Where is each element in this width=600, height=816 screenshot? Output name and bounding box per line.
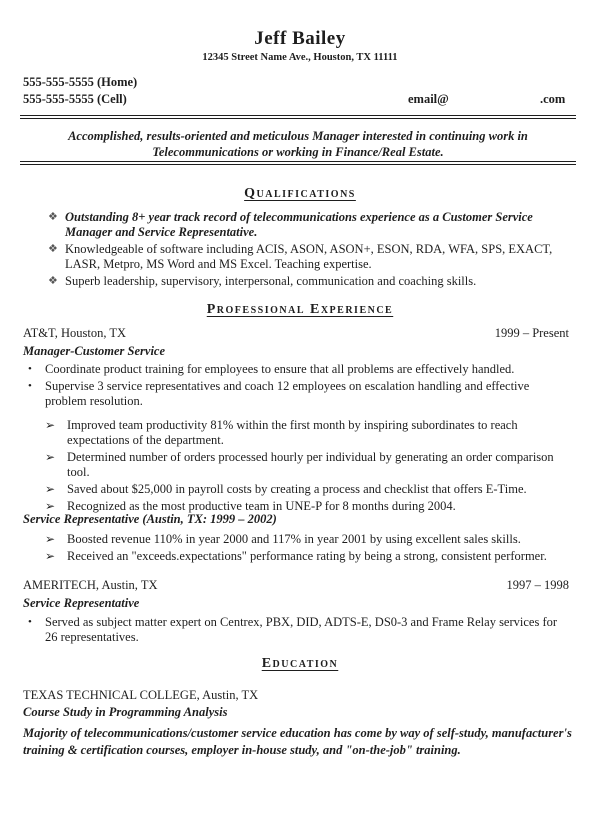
employer-att: AT&T, Houston, TX: [23, 326, 127, 340]
dot-bullet-icon: •: [28, 363, 32, 375]
qualifications-list: [48, 210, 570, 291]
austin-achievements: [45, 532, 567, 566]
arrow-bullet-icon: ➢: [45, 450, 56, 464]
arrow-bullet-icon: ➢: [45, 532, 56, 546]
course-study: Course Study in Programming Analysis: [23, 705, 228, 719]
list-item: • Served as subject matter expert on Centrex, PBX, DID, ADTS-E, DS0-3 and Frame Relay services for 26 representatives.: [28, 615, 558, 644]
street-address: 12345 Street Name Ave., Houston, TX 11111: [202, 52, 398, 63]
list-item: ❖ Superb leadership, supervisory, interpersonal, communication and coaching skills.: [48, 274, 477, 288]
section-title-education: Education: [261, 656, 339, 671]
dates-ameritech: 1997 – 1998: [506, 578, 569, 592]
objective-divider: [20, 161, 576, 165]
role-manager-customer-service: Manager-Customer Service: [23, 344, 166, 358]
list-item: • Supervise 3 service representatives and coach 12 employees on escalation handling and effective problem resolution.: [28, 379, 530, 408]
arrow-bullet-icon: ➢: [45, 499, 56, 513]
list-item: ➢ Boosted revenue 110% in year 2000 and 117% in year 2001 by using excellent sales skills.: [45, 532, 521, 546]
section-title-qualifications: Qualifications: [244, 186, 356, 201]
phone-home: 555-555-5555 (Home): [23, 75, 138, 89]
dot-bullet-icon: •: [28, 616, 32, 628]
att-responsibilities: [28, 362, 570, 411]
email-user: email@: [408, 92, 449, 106]
candidate-name: Jeff Bailey: [254, 28, 346, 49]
header-divider: [20, 115, 576, 119]
dates-att: 1999 – Present: [494, 326, 569, 340]
diamond-bullet-icon: ❖: [48, 211, 58, 223]
ameritech-responsibilities: [28, 615, 560, 647]
role-service-representative: Service Representative: [23, 596, 140, 610]
arrow-bullet-icon: ➢: [45, 482, 56, 496]
school-name: TEXAS TECHNICAL COLLEGE, Austin, TX: [23, 688, 259, 702]
list-item: ➢ Determined number of orders processed hourly per individual by generating an order comparison tool.: [45, 450, 554, 479]
list-item: • Coordinate product training for employees to ensure that all problems are effectively handled.: [28, 362, 515, 376]
list-item: ❖ Knowledgeable of software including ACIS, ASON, ASON+, ESON, RDA, WFA, SPS, EXACT, LASR, Metpro, MS Word and MS Excel. Teaching expertise.: [48, 242, 553, 271]
objective-statement: Accomplished, results-oriented and meticulous Manager interested in continuing work in Telecommunications or working in Finance/Real Estate.: [68, 129, 528, 159]
education-description: Majority of telecommunications/customer service education has come by way of self-study, manufacturer's training & certification courses, employer in-house study, and "on-the-job" training.: [23, 726, 572, 757]
employer-ameritech: AMERITECH, Austin, TX: [23, 578, 158, 592]
phone-cell: 555-555-5555 (Cell): [23, 92, 127, 106]
arrow-bullet-icon: ➢: [45, 418, 56, 432]
list-item: ➢ Improved team productivity 81% within the first month by inspiring subordinates to reach expectations of the department.: [45, 418, 518, 447]
email-domain: .com: [540, 92, 566, 106]
att-achievements: [45, 418, 567, 516]
arrow-bullet-icon: ➢: [45, 549, 56, 563]
section-title-experience: Professional Experience: [206, 302, 394, 317]
dot-bullet-icon: •: [28, 380, 32, 392]
diamond-bullet-icon: ❖: [48, 275, 58, 287]
diamond-bullet-icon: ❖: [48, 243, 58, 255]
list-item: ➢ Saved about $25,000 in payroll costs by creating a process and checklist that offers E-Time.: [45, 482, 527, 496]
list-item: ➢ Recognized as the most productive team in UNE-P for 8 months during 2004.: [45, 499, 456, 513]
list-item: ➢ Received an "exceeds.expectations" performance rating by being a strong, consistent performer.: [45, 549, 547, 563]
list-item: ❖ Outstanding 8+ year track record of telecommunications experience as a Customer Service Manager and Service Representative.: [48, 210, 533, 239]
role-service-representative-austin: Service Representative (Austin, TX: 1999 – 2002): [23, 512, 277, 526]
